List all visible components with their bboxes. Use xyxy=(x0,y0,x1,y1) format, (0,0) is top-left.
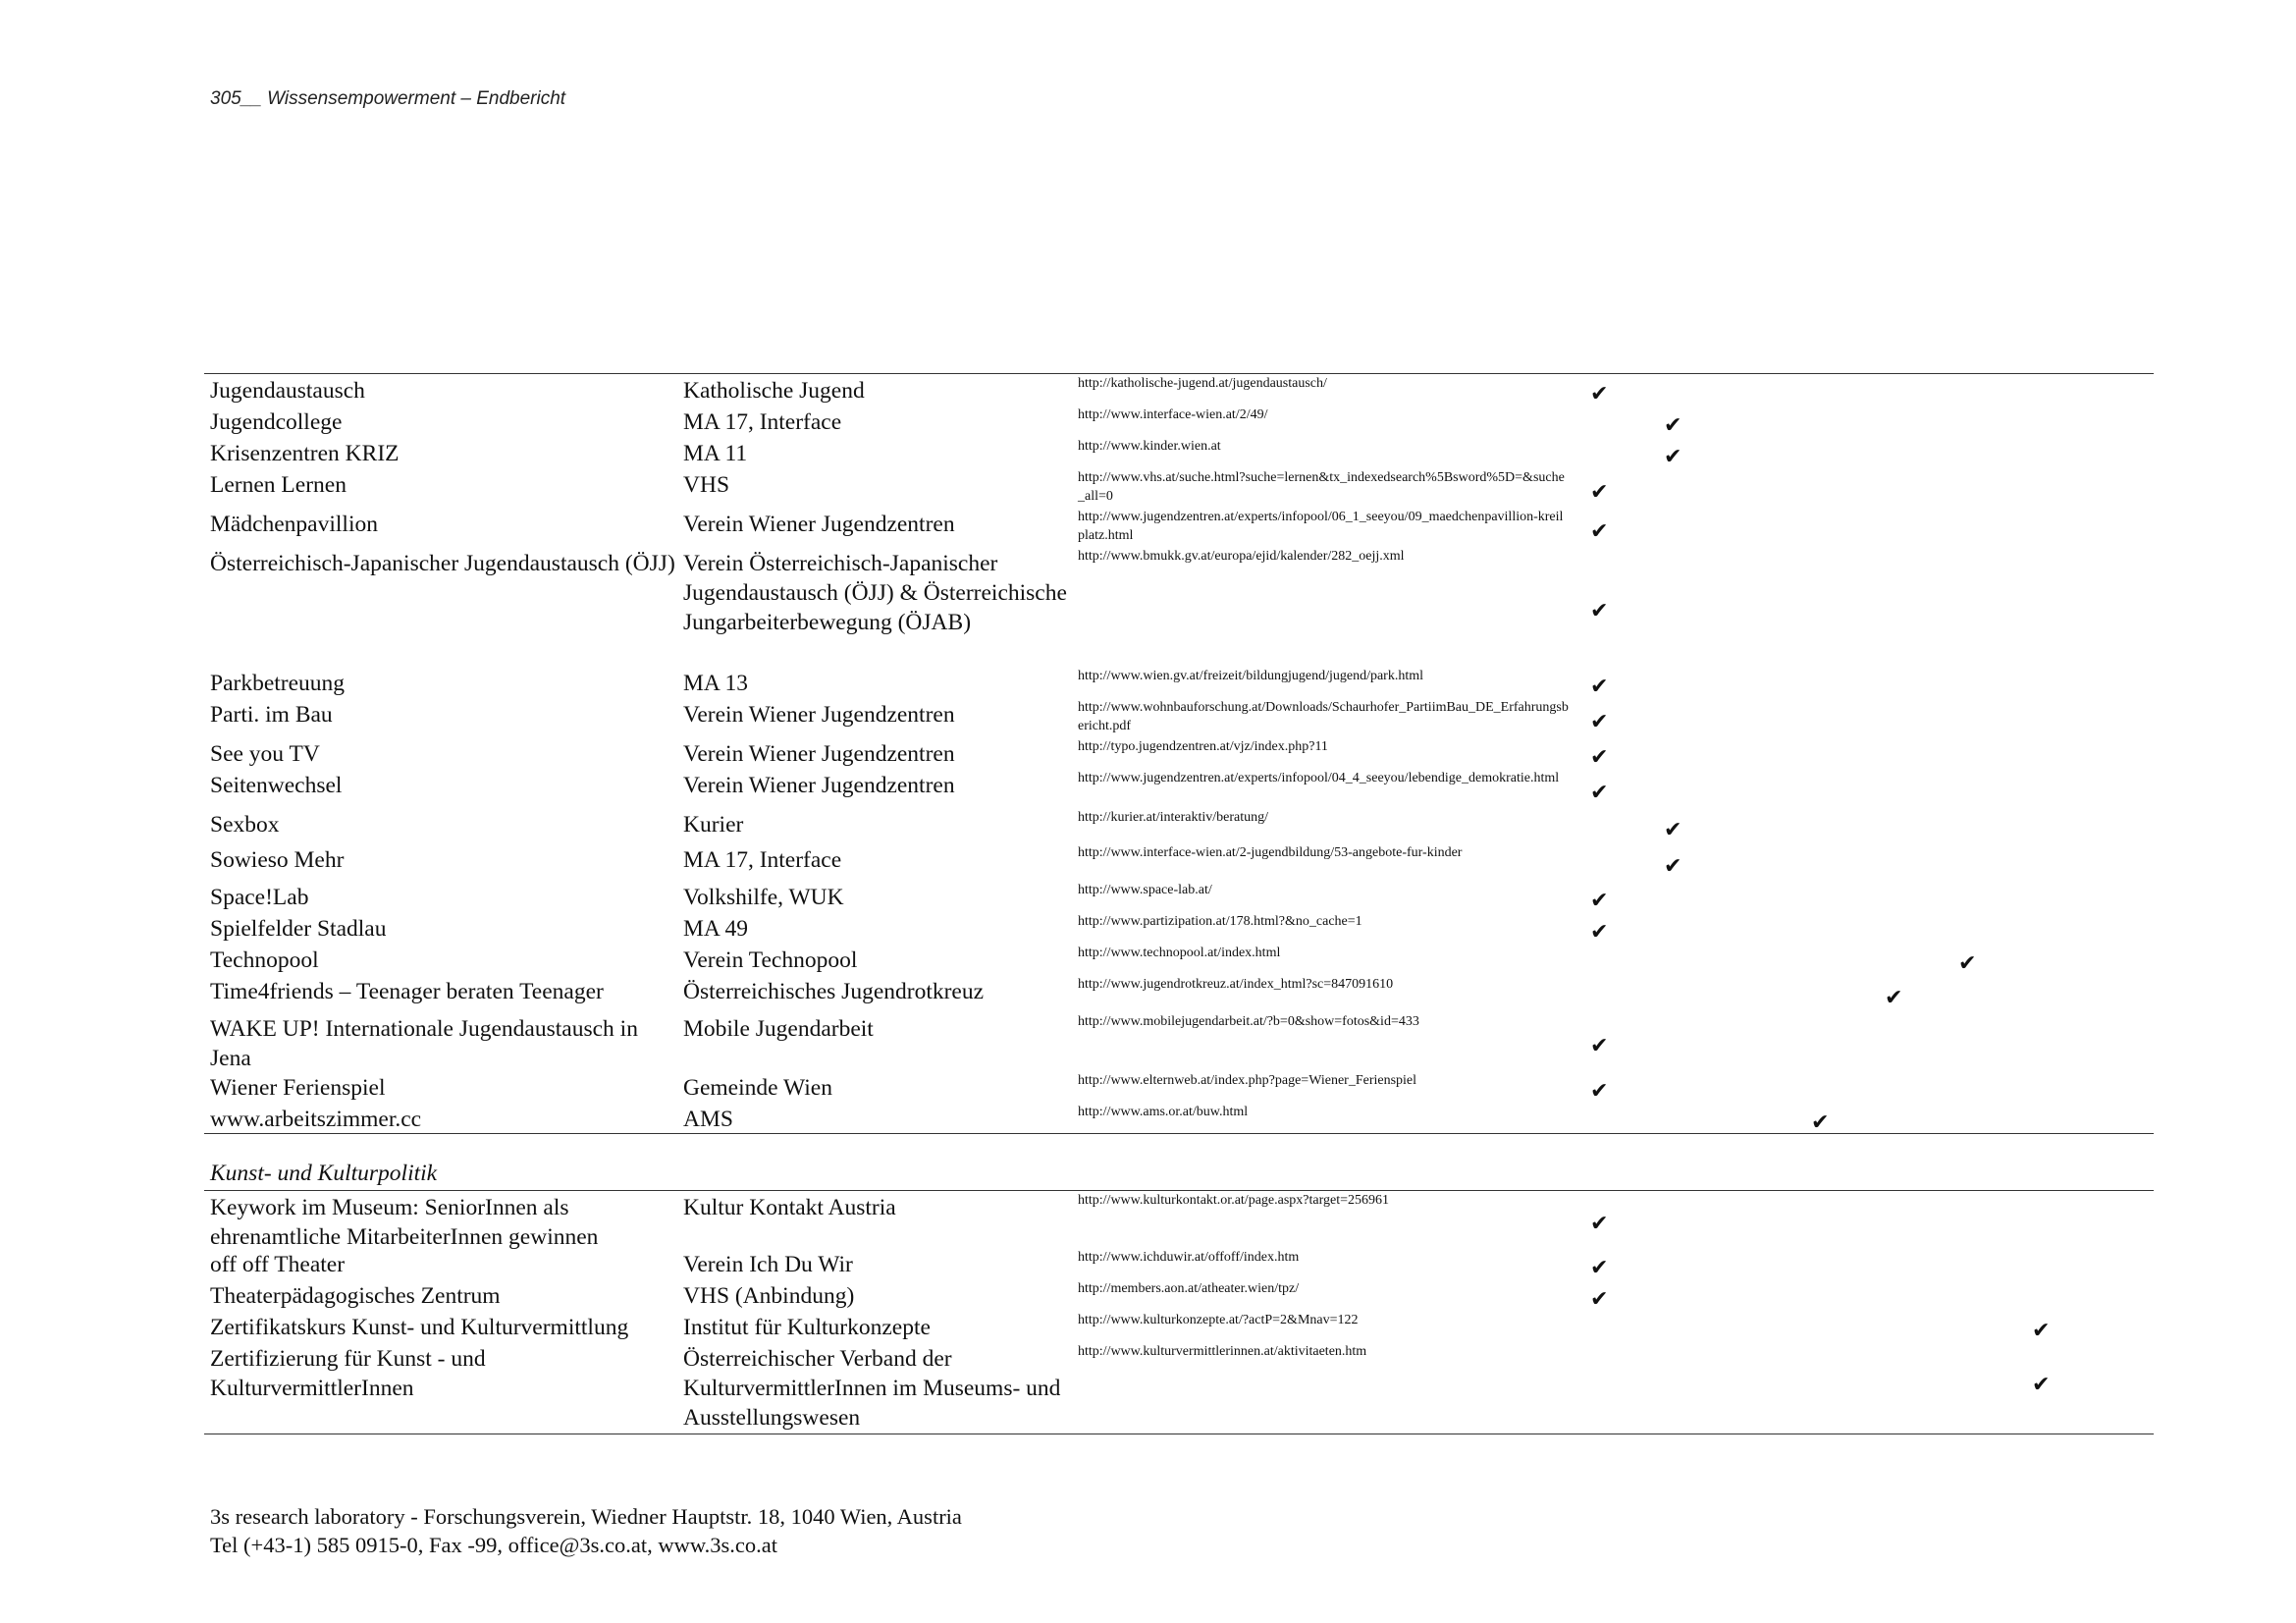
project-name: Zertifikatskurs Kunst- und Kulturvermittlung xyxy=(210,1315,629,1340)
project-name: Sexbox xyxy=(210,812,280,838)
url-link[interactable]: http://kurier.at/interaktiv/beratung/ xyxy=(1078,810,1269,825)
table-row xyxy=(204,881,2154,912)
url-link[interactable]: http://www.interface-wien.at/2/49/ xyxy=(1078,407,1268,422)
organisation: Verein Wiener Jugendzentren xyxy=(683,512,955,537)
check-icon: ✔ xyxy=(1958,951,1977,976)
project-name: Time4friends – Teenager beraten Teenager xyxy=(210,979,604,1004)
project-name: Space!Lab xyxy=(210,885,309,910)
project-name: See you TV xyxy=(210,741,320,767)
table-row xyxy=(204,468,2154,508)
organisation: MA 17, Interface xyxy=(683,409,842,435)
table-row xyxy=(204,508,2154,547)
organisation: Institut für Kulturkonzepte xyxy=(683,1315,931,1340)
organisation: Verein Wiener Jugendzentren xyxy=(683,702,955,728)
table-row xyxy=(204,1012,2154,1071)
project-name: Theaterpädagogisches Zentrum xyxy=(210,1283,501,1309)
footer-contact: Tel (+43-1) 585 0915-0, Fax -99, office@3s.co.at, www.3s.co.at xyxy=(210,1533,777,1557)
table-row xyxy=(204,667,2154,698)
project-name: Seitenwechsel xyxy=(210,773,343,798)
url-link[interactable]: http://www.elternweb.at/index.php?page=Wiener_Ferienspiel xyxy=(1078,1073,1417,1088)
url-link[interactable]: http://www.kulturvermittlerinnen.at/aktivitaeten.htm xyxy=(1078,1344,1367,1359)
table-row xyxy=(204,1071,2154,1103)
project-name: WAKE UP! Internationale Jugendaustausch in Jena xyxy=(210,1016,638,1071)
organisation: Volkshilfe, WUK xyxy=(683,885,844,910)
project-name: Wiener Ferienspiel xyxy=(210,1075,386,1101)
project-name: Mädchenpavillion xyxy=(210,512,378,537)
table-row xyxy=(204,1103,2154,1134)
url-link[interactable]: http://www.space-lab.at/ xyxy=(1078,883,1212,897)
check-icon: ✔ xyxy=(2032,1373,2051,1397)
check-icon: ✔ xyxy=(1590,1034,1609,1058)
project-name: Keywork im Museum: SeniorInnen als ehrenamtliche MitarbeiterInnen gewinnen xyxy=(210,1195,599,1250)
url-link[interactable]: http://www.wohnbauforschung.at/Downloads/Schaurhofer_PartiimBau_DE_Erfahrungsbericht.pdf xyxy=(1078,700,1569,733)
organisation: Österreichisches Jugendrotkreuz xyxy=(683,979,985,1004)
url-link[interactable]: http://www.vhs.at/suche.html?suche=lernen&tx_indexedsearch%5Bsword%5D=&suche_all=0 xyxy=(1078,470,1565,504)
organisation: MA 49 xyxy=(683,916,748,942)
footer xyxy=(210,1502,962,1559)
url-link[interactable]: http://www.kinder.wien.at xyxy=(1078,439,1221,454)
section-end-rule xyxy=(204,1133,2154,1134)
organisation: Gemeinde Wien xyxy=(683,1075,832,1101)
project-name: www.arbeitszimmer.cc xyxy=(210,1107,422,1132)
table-row xyxy=(204,1279,2154,1311)
project-name: Zertifizierung für Kunst - und KulturvermittlerInnen xyxy=(210,1346,486,1401)
url-link[interactable]: http://www.interface-wien.at/2-jugendbildung/53-angebote-fur-kinder xyxy=(1078,845,1463,860)
check-icon: ✔ xyxy=(1590,710,1609,734)
table-row xyxy=(204,737,2154,769)
organisation: Mobile Jugendarbeit xyxy=(683,1016,874,1042)
table-row xyxy=(204,374,2154,406)
table-row xyxy=(204,843,2154,881)
url-link[interactable]: http://katholische-jugend.at/jugendaustausch/ xyxy=(1078,376,1327,391)
check-icon: ✔ xyxy=(1590,675,1609,699)
organisation: Österreichischer Verband der KulturvermittlerInnen im Museums- und Ausstellungswesen xyxy=(683,1346,1061,1431)
url-link[interactable]: http://www.jugendrotkreuz.at/index_html?sc=847091610 xyxy=(1078,977,1394,992)
check-icon: ✔ xyxy=(1590,382,1609,406)
organisation: MA 13 xyxy=(683,671,748,696)
table-row xyxy=(204,912,2154,944)
url-link[interactable]: http://www.ichduwir.at/offoff/index.htm xyxy=(1078,1250,1300,1265)
organisation: AMS xyxy=(683,1107,733,1132)
project-name: Jugendaustausch xyxy=(210,378,365,404)
table-row xyxy=(204,698,2154,737)
table-row xyxy=(204,975,2154,1012)
check-icon: ✔ xyxy=(1590,1287,1609,1312)
check-icon: ✔ xyxy=(1664,413,1682,438)
check-icon: ✔ xyxy=(1664,854,1682,879)
check-icon: ✔ xyxy=(1590,1212,1609,1236)
organisation: VHS (Anbindung) xyxy=(683,1283,855,1309)
check-icon: ✔ xyxy=(1590,745,1609,770)
url-link[interactable]: http://members.aon.at/atheater.wien/tpz/ xyxy=(1078,1281,1300,1296)
organisation: Verein Wiener Jugendzentren xyxy=(683,773,955,798)
table-row xyxy=(204,437,2154,468)
project-name: Sowieso Mehr xyxy=(210,847,345,873)
project-name: Krisenzentren KRIZ xyxy=(210,441,400,466)
check-icon: ✔ xyxy=(2032,1319,2051,1343)
organisation: VHS xyxy=(683,472,730,498)
check-icon: ✔ xyxy=(1664,445,1682,469)
table-row xyxy=(204,944,2154,975)
check-icon: ✔ xyxy=(1590,599,1609,623)
url-link[interactable]: http://typo.jugendzentren.at/vjz/index.php?11 xyxy=(1078,739,1328,754)
check-icon: ✔ xyxy=(1590,1079,1609,1104)
table-row xyxy=(204,1248,2154,1279)
check-icon: ✔ xyxy=(1664,818,1682,842)
running-header: 305__ Wissensempowerment – Endbericht xyxy=(210,88,566,109)
table-row xyxy=(204,1342,2154,1431)
project-name: Parkbetreuung xyxy=(210,671,346,696)
organisation: Verein Wiener Jugendzentren xyxy=(683,741,955,767)
url-link[interactable]: http://www.partizipation.at/178.html?&no_cache=1 xyxy=(1078,914,1362,929)
footer-address: 3s research laboratory - Forschungsverein, Wiedner Hauptstr. 18, 1040 Wien, Austria xyxy=(210,1504,962,1529)
check-icon: ✔ xyxy=(1885,986,1903,1010)
url-link[interactable]: http://www.kulturkonzepte.at/?actP=2&Mnav=122 xyxy=(1078,1313,1359,1327)
check-icon: ✔ xyxy=(1590,519,1609,544)
url-link[interactable]: http://www.ams.or.at/buw.html xyxy=(1078,1105,1249,1119)
organisation: Verein Österreichisch-Japanischer Jugendaustausch (ÖJJ) & Österreichische Jungarbeiterbewegung (ÖJAB) xyxy=(683,551,1067,635)
check-icon: ✔ xyxy=(1590,781,1609,805)
check-icon: ✔ xyxy=(1590,920,1609,945)
project-name: Jugendcollege xyxy=(210,409,343,435)
organisation: Verein Ich Du Wir xyxy=(683,1252,853,1277)
check-icon: ✔ xyxy=(1590,1256,1609,1280)
organisation: Kurier xyxy=(683,812,744,838)
table-row xyxy=(204,1311,2154,1342)
organisation: Kultur Kontakt Austria xyxy=(683,1195,896,1220)
organisation: Katholische Jugend xyxy=(683,378,865,404)
table-row xyxy=(204,769,2154,808)
organisation: MA 17, Interface xyxy=(683,847,842,873)
section-title: Kunst- und Kulturpolitik xyxy=(210,1161,438,1186)
url-link[interactable]: http://www.jugendzentren.at/experts/infopool/04_4_seeyou/lebendige_demokratie.html xyxy=(1078,771,1560,785)
url-link[interactable]: http://www.bmukk.gv.at/europa/ejid/kalender/282_oejj.xml xyxy=(1078,549,1405,564)
url-link[interactable]: http://www.jugendzentren.at/experts/infopool/06_1_seeyou/09_maedchenpavillion-kreilplatz.html xyxy=(1078,510,1564,543)
project-name: Spielfelder Stadlau xyxy=(210,916,387,942)
check-icon: ✔ xyxy=(1811,1110,1830,1135)
project-name: Österreichisch-Japanischer Jugendaustausch (ÖJJ) xyxy=(210,551,675,576)
url-link[interactable]: http://www.technopool.at/index.html xyxy=(1078,946,1281,960)
table-row xyxy=(204,1191,2154,1248)
check-icon: ✔ xyxy=(1590,889,1609,913)
table-row xyxy=(204,547,2154,667)
project-name: off off Theater xyxy=(210,1252,346,1277)
url-link[interactable]: http://www.kulturkontakt.or.at/page.aspx?target=256961 xyxy=(1078,1193,1390,1208)
project-name: Lernen Lernen xyxy=(210,472,347,498)
table-row xyxy=(204,808,2154,843)
url-link[interactable]: http://www.wien.gv.at/freizeit/bildungjugend/jugend/park.html xyxy=(1078,669,1424,683)
project-name: Technopool xyxy=(210,947,319,973)
project-name: Parti. im Bau xyxy=(210,702,333,728)
organisation: MA 11 xyxy=(683,441,748,466)
check-icon: ✔ xyxy=(1590,480,1609,505)
table-row xyxy=(204,406,2154,437)
url-link[interactable]: http://www.mobilejugendarbeit.at/?b=0&show=fotos&id=433 xyxy=(1078,1014,1419,1029)
organisation: Verein Technopool xyxy=(683,947,858,973)
